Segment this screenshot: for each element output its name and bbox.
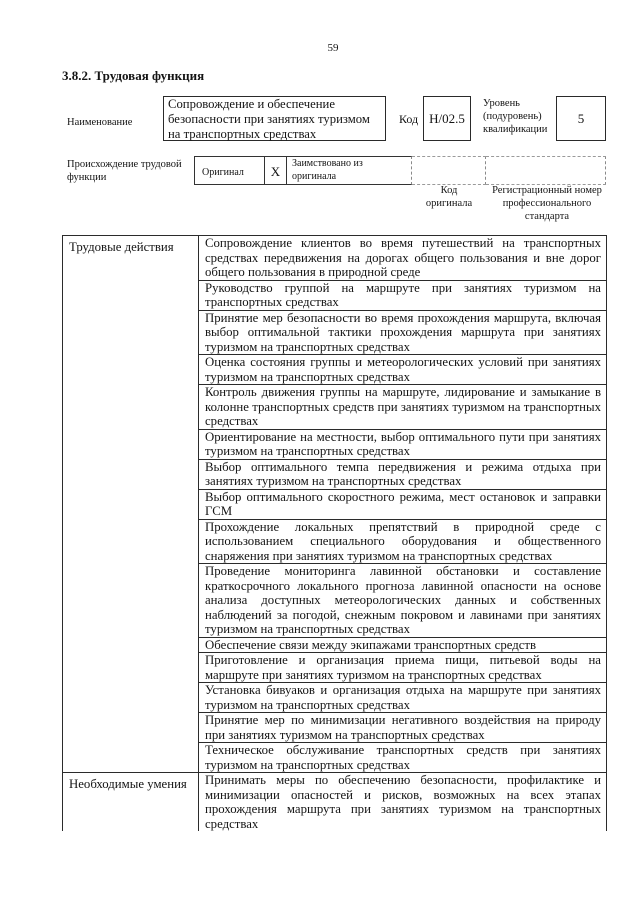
- labor-action-item: Сопровождение клиентов во время путешествий на транспортных средствах передвижения на дорогах общего пользования и вне дорог общего пользования в природной среде: [199, 236, 606, 281]
- page-number: 59: [327, 42, 339, 54]
- labor-action-item: Принятие мер безопасности во время прохождения маршрута, включая выбор оптимальной тактики прохождения маршрута при занятиях туризмом на транспортных средствах: [199, 311, 606, 356]
- labor-action-item: Прохождение локальных препятствий в природной среде с использованием специального оборудования и общественного снаряжения при занятиях туризмом на транспортных средствах: [199, 520, 606, 565]
- original-code-caption: Код оригинала: [425, 185, 473, 209]
- labor-action-item: Оценка состояния группы и метеорологических условий при занятиях туризмом на транспортных средствах: [199, 355, 606, 385]
- name-label: Наименование: [67, 117, 133, 128]
- labor-action-item: Техническое обслуживание транспортных средств при занятиях туризмом на транспортных средствах: [205, 743, 601, 772]
- registration-number-caption: Регистрационный номер профессионального стандарта: [492, 185, 602, 222]
- origin-table: [194, 156, 606, 185]
- labor-action-item: Руководство группой на маршруте при занятиях туризмом на транспортных средствах: [199, 281, 606, 311]
- function-name-box: Сопровождение и обеспечение безопасности при занятиях туризмом на транспортных средствах: [163, 96, 386, 141]
- required-skill-item: Принимать меры по обеспечению безопасности, профилактике и минимизации опасностей и рисков, возможных на всех этапах прохождения маршрута при занятиях туризмом на транспортных средствах: [205, 773, 601, 831]
- origin-original-label: Оригинал: [202, 166, 244, 178]
- labor-action-item: Проведение мониторинга лавинной обстановки и составление краткосрочного локального прогноза лавинной опасности на основе анализа доступных метеорологических данных и собственных наблюдений за погодой, снежным покровом и лавинами при занятиях туризмом на транспортных средствах: [199, 564, 606, 638]
- code-label: Код: [399, 112, 419, 126]
- labor-actions-list: [199, 236, 606, 772]
- required-skills-label: Необходимые умения: [63, 773, 199, 831]
- labor-action-item: Принятие мер по минимизации негативного воздействия на природу при занятиях туризмом на транспортных средствах: [199, 713, 606, 743]
- required-skills-list: [199, 773, 606, 831]
- origin-borrowed-cell: [287, 156, 412, 185]
- labor-actions-label: Трудовые действия: [63, 236, 199, 772]
- origin-label: Происхождение трудовой функции: [67, 159, 182, 183]
- function-details-table: [62, 235, 607, 831]
- labor-action-item: Выбор оптимального темпа передвижения и режима отдыха при занятиях туризмом на транспортных средствах: [199, 460, 606, 490]
- labor-action-item: Выбор оптимального скоростного режима, мест остановок и заправки ГСМ: [199, 490, 606, 520]
- labor-action-item: Контроль движения группы на маршруте, лидирование и замыкание в колонне транспортных средств при занятиях туризмом на транспортных средствах: [199, 385, 606, 430]
- labor-actions-section: [63, 236, 606, 772]
- section-heading: 3.8.2. Трудовая функция: [62, 68, 205, 83]
- function-code-box: Н/02.5: [423, 96, 471, 141]
- qualification-level-box: 5: [556, 96, 606, 141]
- required-skills-section: [63, 772, 606, 831]
- labor-action-item: Установка бивуаков и организация отдыха на маршруте при занятиях туризмом на транспортных средствах: [199, 683, 606, 713]
- origin-code-cell: [412, 156, 486, 185]
- labor-action-item: Ориентирование на местности, выбор оптимального пути при занятиях туризмом на транспортных средствах: [199, 430, 606, 460]
- origin-original-cell: [194, 156, 265, 185]
- origin-registration-cell: [486, 156, 606, 185]
- origin-borrowed-label: Заимствовано из оригинала: [292, 158, 363, 182]
- labor-action-item: Обеспечение связи между экипажами транспортных средств: [199, 638, 606, 654]
- labor-action-item: Приготовление и организация приема пищи, питьевой воды на маршруте при занятиях туризмом на транспортных средствах: [199, 653, 606, 683]
- qualification-level-label: Уровень (подуровень) квалификации: [483, 98, 548, 135]
- origin-original-mark: X: [265, 156, 287, 185]
